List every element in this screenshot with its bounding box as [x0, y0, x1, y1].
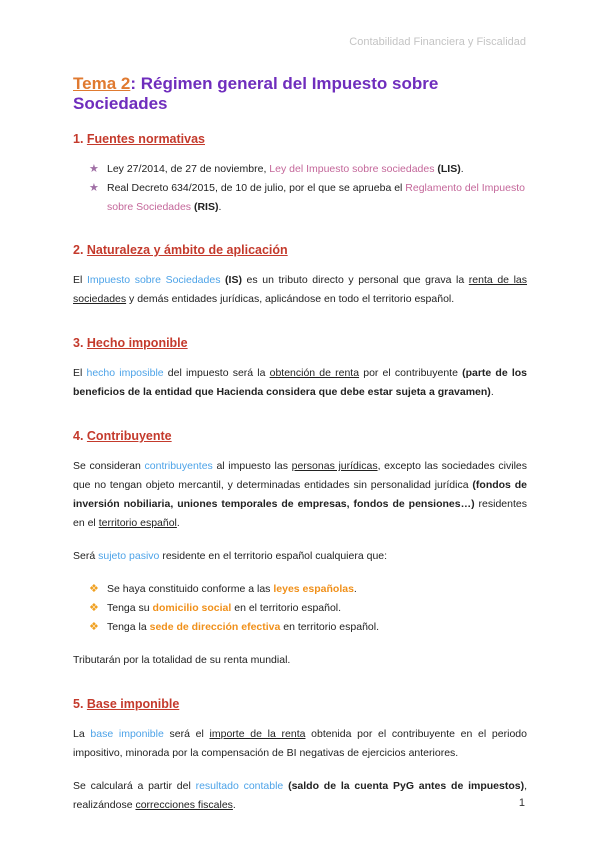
list-item: ❖ Tenga su domicilio social en el territorio español. [89, 599, 527, 618]
list-item: ★ Ley 27/2014, de 27 de noviembre, Ley del Impuesto sobre sociedades (LIS). [89, 160, 527, 179]
section-5-heading: 5. Base imponible [73, 697, 180, 711]
paragraph: El hecho imposible del impuesto será la obtención de renta por el contribuyente (parte de los beneficios de la entidad que Hacienda considera que debe estar sujeta a gravamen). [73, 367, 527, 398]
diamond-icon: ❖ [89, 621, 99, 633]
page-body [73, 74, 527, 815]
section-1-heading: 1. Fuentes normativas [73, 132, 205, 146]
star-icon: ★ [89, 182, 99, 194]
diamond-icon: ❖ [89, 583, 99, 595]
paragraph: Se consideran contribuyentes al impuesto las personas jurídicas, excepto las sociedades civiles que no tengan objeto mercantil, y determinadas entidades sin personalidad jurídica (fondos de inversión nobiliaria, uniones temporales de empresas, fondos de pensiones…) residentes en el territorio español. [73, 460, 528, 529]
paragraph: Será sujeto pasivo residente en el territorio español cualquiera que: [73, 550, 388, 562]
page-number: 1 [518, 797, 525, 809]
list-item: ❖ Se haya constituido conforme a las leyes españolas. [89, 580, 527, 599]
section-4-heading: 4. Contribuyente [73, 429, 172, 443]
section-3-heading: 3. Hecho imponible [73, 336, 188, 350]
paragraph: Tributarán por la totalidad de su renta mundial. [73, 654, 291, 666]
section-2-heading: 2. Naturaleza y ámbito de aplicación [73, 243, 288, 257]
page-title: Tema 2: Régimen general del Impuesto sobre Sociedades [73, 74, 439, 113]
star-icon: ★ [89, 163, 99, 175]
paragraph: Se calculará a partir del resultado contable (saldo de la cuenta PyG antes de impuestos), realizándose correcciones fiscales. [73, 780, 527, 811]
running-header: Contabilidad Financiera y Fiscalidad [349, 36, 526, 48]
conditions-list [89, 580, 527, 637]
paragraph: El Impuesto sobre Sociedades (IS) es un tributo directo y personal que grava la renta de las sociedades y demás entidades jurídicas, aplicándose en todo el territorio español. [73, 274, 528, 305]
sources-list [89, 160, 527, 217]
paragraph: La base imponible será el importe de la renta obtenida por el contribuyente en el periodo impositivo, minorada por la compensación de BI negativas de ejercicios anteriores. [73, 728, 527, 759]
list-item: ❖ Tenga la sede de dirección efectiva en territorio español. [89, 618, 527, 637]
diamond-icon: ❖ [89, 602, 99, 614]
list-item: ★ Real Decreto 634/2015, de 10 de julio, por el que se aprueba el Reglamento del Impuesto sobre Sociedades (RIS). [89, 179, 527, 217]
